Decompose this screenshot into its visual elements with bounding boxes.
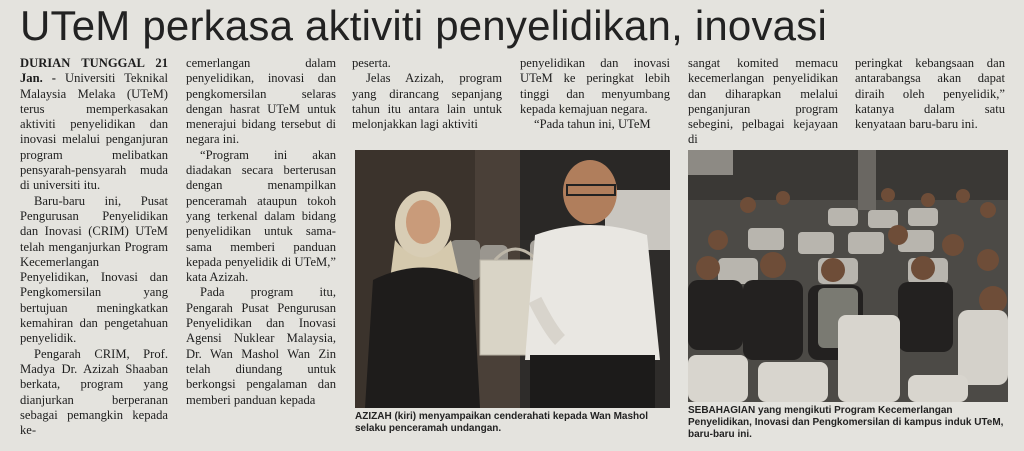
paragraph: peringkat kebangsaan dan antarabangsa akan dapat diraih oleh penyelidik,” katanya dalam satu kenyataan baru-baru ini. xyxy=(855,56,1005,132)
paragraph: Jelas Azizah, program yang dirancang sepanjang tahun itu antara lain untuk melonjakkan lagi aktiviti xyxy=(352,71,502,132)
paragraph: Pengarah CRIM, Prof. Madya Dr. Azizah Shaaban berkata, program yang dianjurkan berperanan sebagai pemangkin kepada ke- xyxy=(20,346,168,438)
paragraph: sangat komited memacu kecemerlangan penyelidikan dan diharapkan melalui penganjuran program sebegini, pelbagai kejayaan di xyxy=(688,56,838,147)
photo-audience xyxy=(688,150,1008,402)
photo-souvenir-illustration xyxy=(355,150,670,408)
headline: UTeM perkasa aktiviti penyelidikan, inovasi xyxy=(20,2,827,49)
article-column-5 xyxy=(688,56,838,148)
photo-souvenir-presentation xyxy=(355,150,670,408)
dateline: DURIAN TUNGGAL 21 Jan. - xyxy=(20,56,168,86)
paragraph: peserta. xyxy=(352,56,391,70)
paragraph: Pada program itu, Pengarah Pusat Pengurusan Penyelidikan dan Inovasi Agensi Nuklear Malaysia, Dr. Wan Mashol Wan Zin telah diundang untuk berkongsi pengalaman dan memberi panduan kepada xyxy=(186,285,336,407)
article-column-4 xyxy=(520,56,670,132)
photo-caption-1: AZIZAH (kiri) menyampaikan cenderahati kepada Wan Mashol selaku penceramah undangan. xyxy=(355,411,649,434)
paragraph: “Program ini akan diadakan secara berterusan dengan menampilkan penceramah ataupun tokoh yang terkenal dalam bidang penyelidikan untuk sama-sama memberi panduan kepada penyelidik di UTeM,” kata Azizah. xyxy=(186,147,336,285)
photo-caption-2: SEBAHAGIAN yang mengikuti Program Kecemerlangan Penyelidikan, Inovasi dan Pengkomersilan di kampus induk UTeM, baru-baru ini. xyxy=(688,405,1004,440)
paragraph: “Pada tahun ini, UTeM xyxy=(534,117,651,132)
paragraph: penyelidikan dan inovasi UTeM ke peringkat lebih tinggi dan menyumbang kepada kemajuan negara. xyxy=(520,56,670,116)
photo-audience-illustration xyxy=(688,150,1008,402)
article-column-3 xyxy=(352,56,502,132)
article-column-1 xyxy=(20,56,168,438)
paragraph: cemerlangan dalam penyelidikan, inovasi dan pengkomersilan selaras dengan hasrat UTeM untuk menerajui bidang tersebut di negara ini. xyxy=(186,56,336,147)
article-column-2 xyxy=(186,56,336,408)
paragraph: DURIAN TUNGGAL 21 Jan. - Universiti Teknikal Malaysia Melaka (UTeM) terus memperkasakan aktiviti penyelidikan dan inovasi melalui penganjuran program melibatkan pensyarah-pensyarah muda di universiti itu. xyxy=(20,56,168,193)
article-column-6 xyxy=(855,56,1005,132)
paragraph: Baru-baru ini, Pusat Pengurusan Penyelidikan dan Inovasi (CRIM) UTeM telah menganjurkan Program Kecemerlangan Penyelidikan, Inovasi dan Pengkomersilan yang bertujuan meningkatkan kemahiran dan pengetahuan penyelidik. xyxy=(20,193,168,346)
